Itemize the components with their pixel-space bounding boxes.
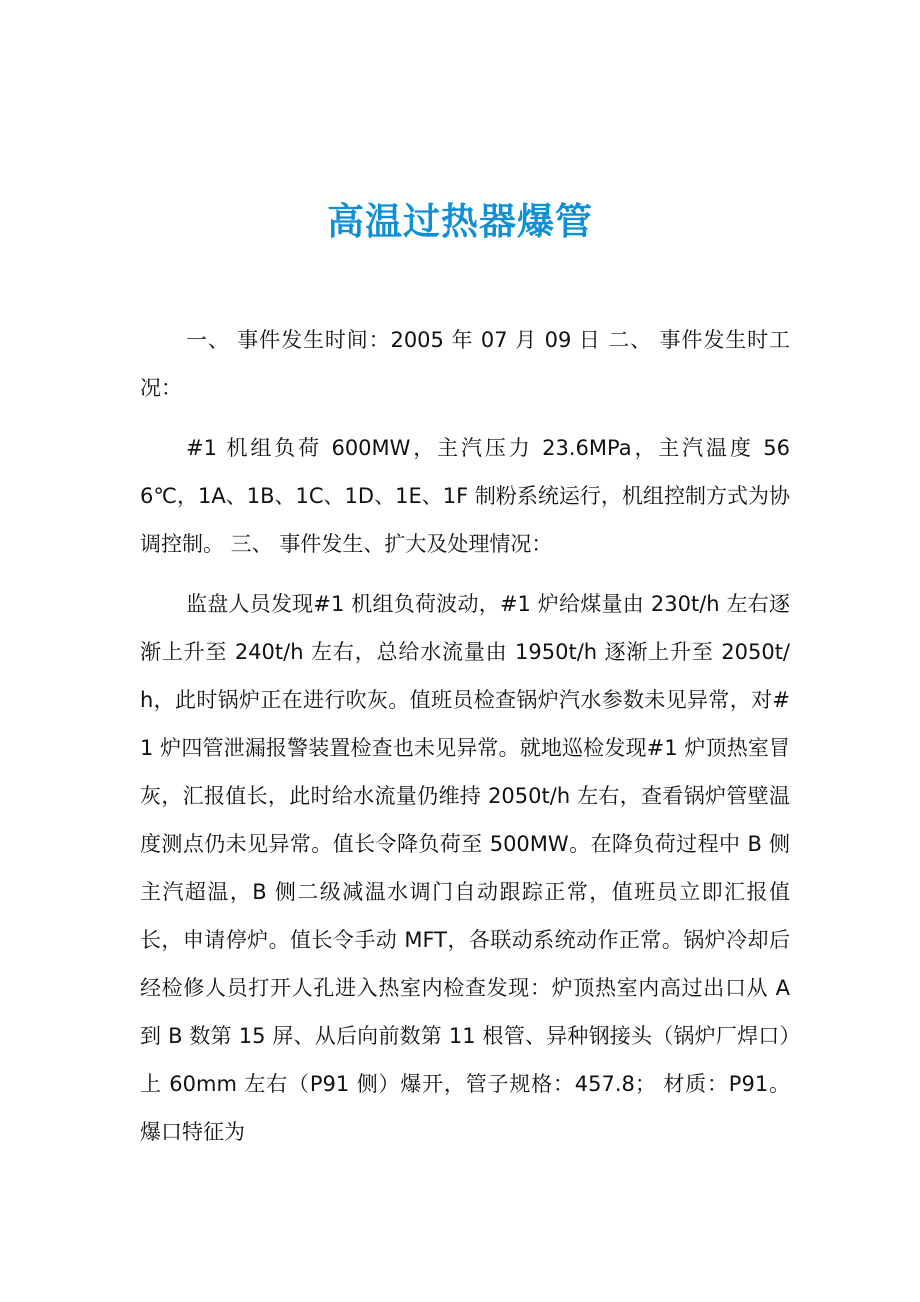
paragraph-event-handling: 监盘人员发现#1 机组负荷波动，#1 炉给煤量由 230t/h 左右逐渐上升至 240t/h 左右，总给水流量由 1950t/h 逐渐上升至 2050t/h，此时锅炉正在进行吹灰。值班员检查锅炉汽水参数未见异常，对#1 炉四管泄漏报警装置检查也未见异常。就地巡检发现#1 炉顶热室冒灰，汇报值长，此时给水流量仍维持 2050t/h 左右，查看锅炉管壁温度测点仍未见异常。值长令降负荷至 500MW。在降负荷过程中 B 侧主汽超温，B 侧二级减温水调门自动跟踪正常，值班员立即汇报值长，申请停炉。值长令手动 MFT，各联动系统动作正常。锅炉冷却后经检修人员打开人孔进入热室内检查发现：炉顶热室内高过出口从 A 到 B 数第 15 屏、从后向前数第 11 根管、异种钢接头（锅炉厂焊口）上 60mm 左右（P91 侧）爆开，管子规格：457.8； 材质：P91。爆口特征为 [140,592,790,1144]
paragraph-operating-conditions: #1 机组负荷 600MW，主汽压力 23.6MPa，主汽温度 566℃，1A、1B、1C、1D、1E、1F 制粉系统运行，机组控制方式为协调控制。 三、 事件发生、扩大及处理情况： [140,436,790,556]
paragraph-event-time: 一、 事件发生时间：2005 年 07 月 09 日 二、 事件发生时工况： [140,328,790,400]
document-title: 高温过热器爆管 [327,200,593,243]
document-body [140,316,790,1168]
